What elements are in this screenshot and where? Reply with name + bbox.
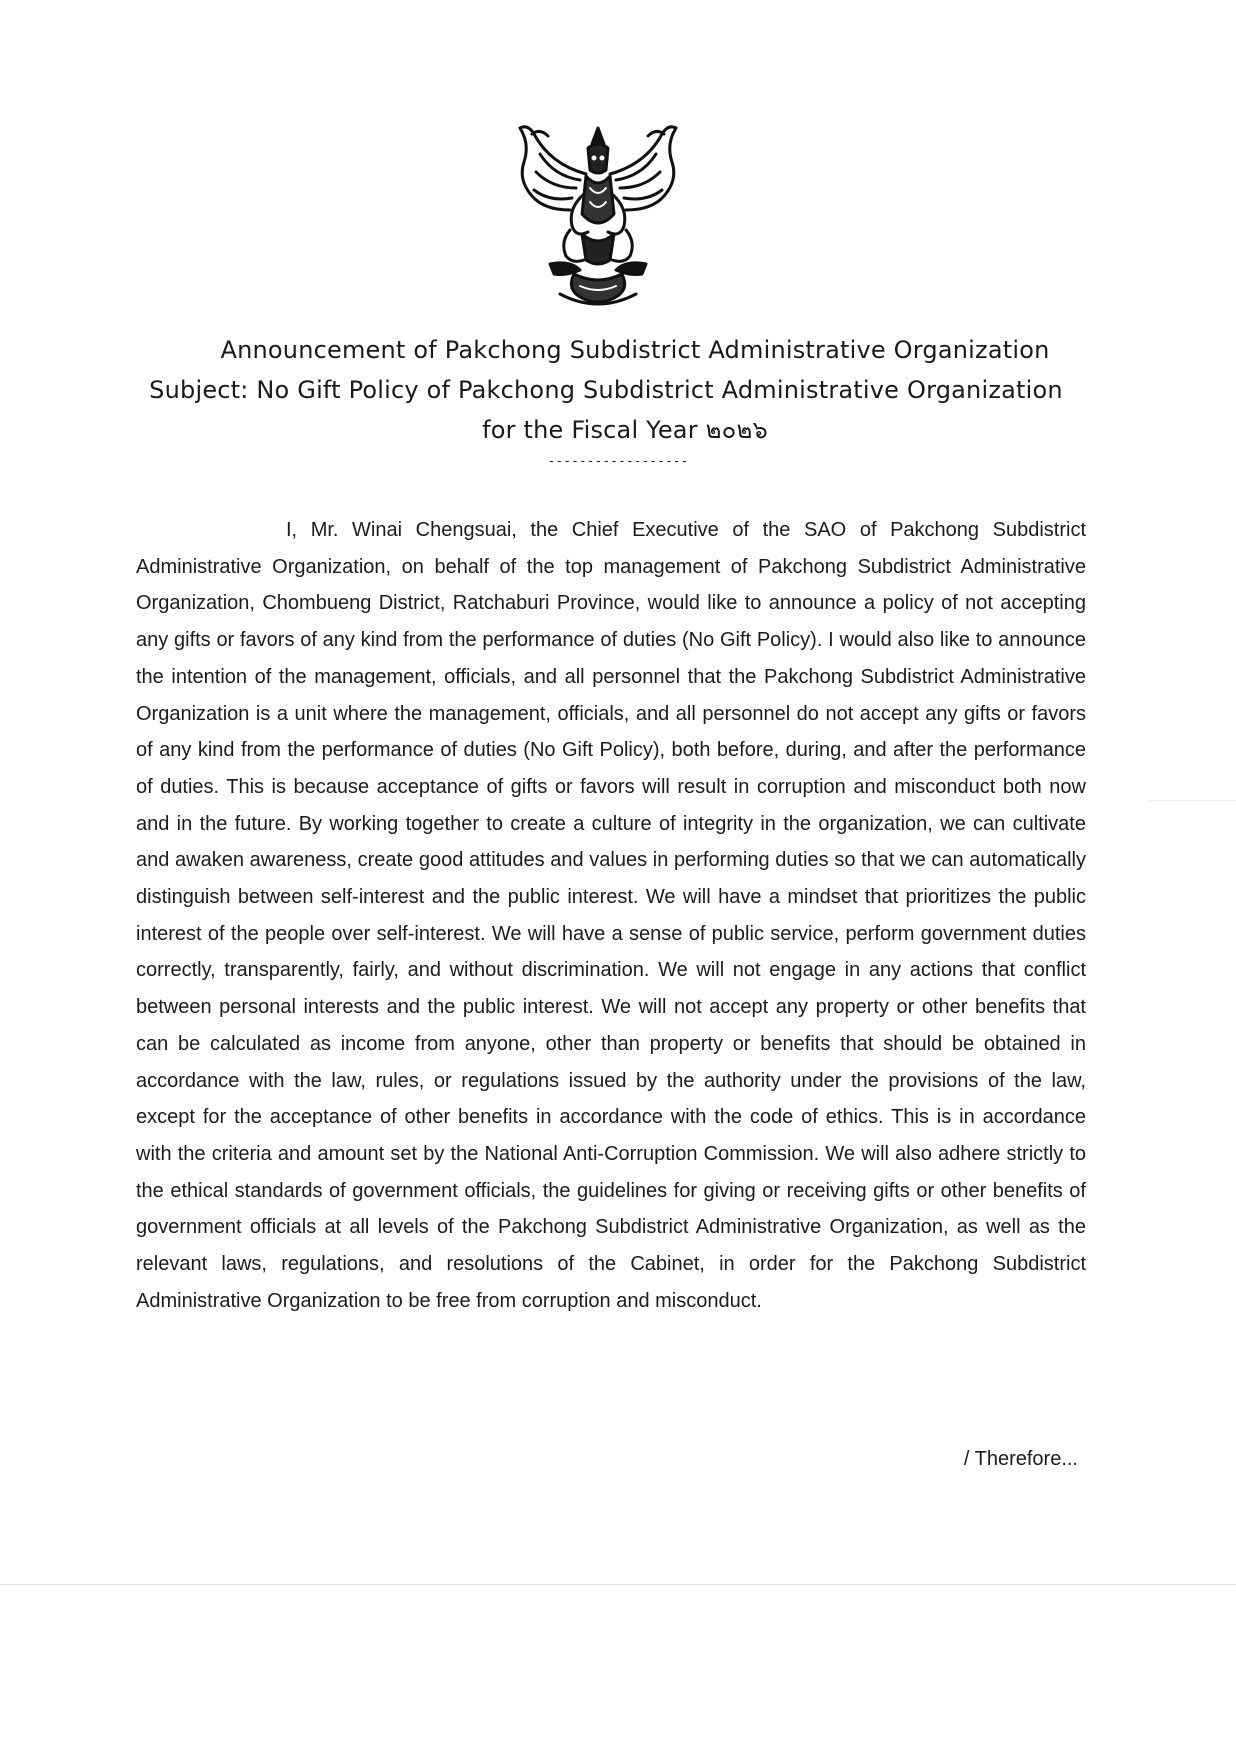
garuda-emblem-icon bbox=[510, 114, 686, 310]
page-fold-line bbox=[0, 1584, 1236, 1585]
continuation-note: / Therefore... bbox=[963, 1448, 1078, 1470]
scan-edge-mark bbox=[1148, 800, 1236, 801]
announcement-subject: Subject: No Gift Policy of Pakchong Subdistrict Administrative Organization bbox=[149, 376, 1063, 404]
announcement-title: Announcement of Pakchong Subdistrict Administrative Organization bbox=[220, 336, 1050, 364]
title-divider: ------------------ bbox=[547, 454, 689, 469]
fiscal-year-line: for the Fiscal Year ๒๐๒๖ bbox=[482, 416, 768, 444]
policy-paragraph: I, Mr. Winai Chengsuai, the Chief Executive of the SAO of Pakchong Subdistrict Administrative Organization, on behalf of the top management of Pakchong Subdistrict Administrative Organization, Chombueng District, Ratchaburi Province, would like to announce a policy of not accepting any gifts or favors of any kind from the performance of duties (No Gift Policy). I would also like to announce the intention of the management, officials, and all personnel that the Pakchong Subdistrict Administrative Organization is a unit where the management, officials, and all personnel do not accept any gifts or favors of any kind from the performance of duties (No Gift Policy), both before, during, and after the performance of duties. This is because acceptance of gifts or favors will result in corruption and misconduct both now and in the future. By working together to create a culture of integrity in the organization, we can cultivate and awaken awareness, create good attitudes and values in performing duties so that we can automatically distinguish between self-interest and the public interest. We will have a mindset that prioritizes the public interest of the people over self-interest. We will have a sense of public service, perform government duties correctly, transparently, fairly, and without discrimination. We will not engage in any actions that conflict between personal interests and the public interest. We will not accept any property or other benefits that can be calculated as income from anyone, other than property or benefits that should be obtained in accordance with the law, rules, or regulations issued by the authority under the provisions of the law, except for the acceptance of other benefits in accordance with the code of ethics. This is in accordance with the criteria and amount set by the National Anti-Corruption Commission. We will also adhere strictly to the ethical standards of government officials, the guidelines for giving or receiving gifts or other benefits of government officials at all levels of the Pakchong Subdistrict Administrative Organization, as well as the relevant laws, regulations, and resolutions of the Cabinet, in order for the Pakchong Subdistrict Administrative Organization to be free from corruption and misconduct. bbox=[136, 519, 1086, 1312]
